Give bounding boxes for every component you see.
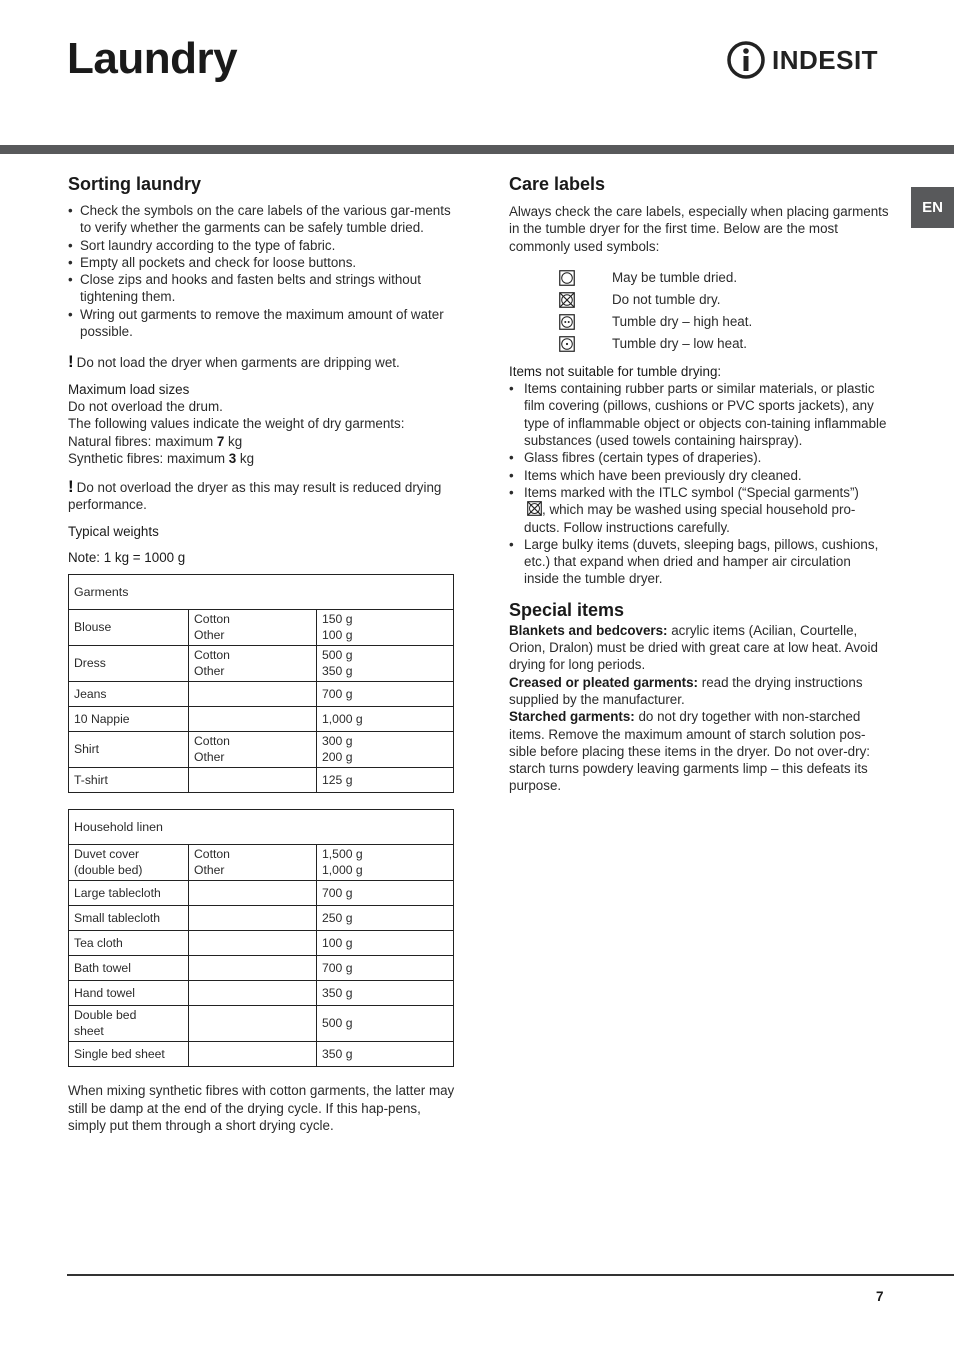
page-number: 7 xyxy=(876,1289,884,1304)
household-linen-table xyxy=(68,809,454,1067)
table-cell-item: T-shirt xyxy=(69,768,189,793)
list-item: • Items containing rubber parts or similar materials, or plastic film covering (pillows, cushions or PVC sports jackets), any type of inflammable object or objects con-taining inflammable substances (used towels containing hairspray). xyxy=(509,380,889,449)
care-labels-heading: Care labels xyxy=(509,174,606,194)
table-cell-type xyxy=(189,682,317,707)
list-item: • Items which have been previously dry cleaned. xyxy=(509,467,889,484)
list-item: • Wring out garments to remove the maximum amount of water possible. xyxy=(68,306,456,341)
special-items-heading: Special items xyxy=(509,599,625,620)
page-title: Laundry xyxy=(67,34,238,83)
mixing-note: When mixing synthetic fibres with cotton garments, the latter may still be damp at the end of the drying cycle. If this hap-pens, simply put them through a short drying cycle. xyxy=(68,1083,455,1133)
unsuitable-list xyxy=(509,380,889,588)
warning-icon: ! xyxy=(68,352,74,372)
right-column xyxy=(509,172,889,795)
table-cell-weight: 500 g 350 g xyxy=(317,646,454,682)
max-load-line: The following values indicate the weight of dry garments: xyxy=(68,416,405,432)
table-row xyxy=(69,981,454,1006)
table-cell-weight: 350 g xyxy=(317,981,454,1006)
brand-name: INDESIT xyxy=(772,44,879,75)
table-cell-type: Cotton Other xyxy=(189,845,317,881)
language-tab: EN xyxy=(911,187,954,228)
header-band xyxy=(0,145,954,154)
table-row xyxy=(69,610,454,646)
special-starched: Starched garments: do not dry together with non-starched items. Remove the maximum amount of starch solution pos-sible before placing these items in the dryer. Do not over-dry: starch turns powdery leaving garments limp – this defeats its purpose. xyxy=(509,709,870,794)
list-item: • Close zips and hooks and fasten belts and strings without tightening them. xyxy=(68,271,456,306)
table-row xyxy=(69,646,454,682)
care-intro: Always check the care labels, especially when placing garments in the tumble dryer for the first time. Below are the most commonly used symbols: xyxy=(509,204,889,254)
table-cell-type: Cotton Other xyxy=(189,610,317,646)
special-creased: Creased or pleated garments: read the drying instructions supplied by the manufacturer. xyxy=(509,674,863,707)
table-cell-item: Dress xyxy=(69,646,189,682)
list-item: • Glass fibres (certain types of draperies). xyxy=(509,449,889,466)
table-cell-type xyxy=(189,707,317,732)
list-item: • Empty all pockets and check for loose buttons. xyxy=(68,254,456,271)
unsuitable-heading: Items not suitable for tumble drying: xyxy=(509,363,722,379)
list-item: Tumble dry – low heat. xyxy=(559,333,889,355)
table-cell-type: Cotton Other xyxy=(189,732,317,768)
table-row xyxy=(69,707,454,732)
list-item: • Items marked with the ITLC symbol (“Special garments”) , which may be washed using special household pro-ducts. Follow instructions carefully. xyxy=(509,484,889,536)
do-not-tumble-dry-icon xyxy=(559,292,575,308)
table-cell-item: Large tablecloth xyxy=(69,881,189,906)
warning-icon: ! xyxy=(68,477,74,497)
table-cell-weight: 100 g xyxy=(317,931,454,956)
table-cell-weight: 500 g xyxy=(317,1006,454,1042)
table-row xyxy=(69,1042,454,1067)
table-row xyxy=(69,732,454,768)
table-header: Household linen xyxy=(69,810,454,845)
itlc-special-garments-icon xyxy=(527,501,542,516)
table-cell-item: Shirt xyxy=(69,732,189,768)
synthetic-fibres-line: Synthetic fibres: maximum 3 kg xyxy=(68,450,255,466)
tumble-dry-icon xyxy=(559,270,575,286)
max-load-line: Do not overload the drum. xyxy=(68,398,223,414)
list-item: • Sort laundry according to the type of fabric. xyxy=(68,237,456,254)
list-item: Do not tumble dry. xyxy=(559,289,889,311)
table-cell-weight: 1,500 g 1,000 g xyxy=(317,845,454,881)
natural-fibres-line: Natural fibres: maximum 7 kg xyxy=(68,433,243,449)
list-item: • Check the symbols on the care labels of the various gar-ments to verify whether the garments can be safely tumble dried. xyxy=(68,202,456,237)
table-row xyxy=(69,906,454,931)
table-cell-type: Cotton Other xyxy=(189,646,317,682)
table-header: Garments xyxy=(69,575,454,610)
table-cell-item: Small tablecloth xyxy=(69,906,189,931)
table-cell-item: Hand towel xyxy=(69,981,189,1006)
list-item: Tumble dry – high heat. xyxy=(559,311,889,333)
table-row xyxy=(69,956,454,981)
left-column xyxy=(68,172,456,1134)
table-cell-type xyxy=(189,931,317,956)
table-cell-weight: 350 g xyxy=(317,1042,454,1067)
tumble-dry-low-heat-icon xyxy=(559,336,575,352)
indesit-i-icon xyxy=(726,40,766,80)
table-row xyxy=(69,881,454,906)
tumble-dry-high-heat-icon xyxy=(559,314,575,330)
table-row xyxy=(69,682,454,707)
special-blankets: Blankets and bedcovers: acrylic items (Acilian, Courtelle, Orion, Dralon) must be dried with great care at low heat. Avoid drying for long periods. xyxy=(509,622,878,673)
list-item: • Large bulky items (duvets, sleeping bags, pillows, cushions, etc.) that expand when dried and hamper air circulation inside the tumble dryer. xyxy=(509,536,889,588)
footer-rule xyxy=(67,1274,954,1276)
table-cell-type xyxy=(189,956,317,981)
table-cell-type xyxy=(189,906,317,931)
list-item: May be tumble dried. xyxy=(559,267,889,289)
table-cell-weight: 150 g 100 g xyxy=(317,610,454,646)
table-cell-item: Duvet cover (double bed) xyxy=(69,845,189,881)
table-row xyxy=(69,768,454,793)
warning-wet: ! Do not load the dryer when garments are dripping wet. xyxy=(68,352,400,372)
table-cell-item: Bath towel xyxy=(69,956,189,981)
sorting-list xyxy=(68,202,456,340)
table-cell-weight: 1,000 g xyxy=(317,707,454,732)
table-cell-type xyxy=(189,881,317,906)
table-cell-weight: 300 g 200 g xyxy=(317,732,454,768)
table-cell-weight: 700 g xyxy=(317,881,454,906)
table-cell-item: Tea cloth xyxy=(69,931,189,956)
table-cell-item: Double bed sheet xyxy=(69,1006,189,1042)
table-cell-weight: 700 g xyxy=(317,956,454,981)
table-cell-type xyxy=(189,1006,317,1042)
table-cell-item: Single bed sheet xyxy=(69,1042,189,1067)
warning-overload: ! Do not overload the dryer as this may result is reduced drying performance. xyxy=(68,477,442,513)
table-cell-type xyxy=(189,981,317,1006)
sorting-heading: Sorting laundry xyxy=(68,174,202,194)
typical-weights-heading: Typical weights xyxy=(68,523,159,539)
table-cell-item: Jeans xyxy=(69,682,189,707)
table-cell-weight: 125 g xyxy=(317,768,454,793)
table-row xyxy=(69,931,454,956)
table-cell-item: 10 Nappie xyxy=(69,707,189,732)
table-cell-weight: 250 g xyxy=(317,906,454,931)
table-row xyxy=(69,845,454,881)
unit-note: Note: 1 kg = 1000 g xyxy=(68,550,186,566)
table-row xyxy=(69,1006,454,1042)
brand-logo xyxy=(726,40,878,80)
table-cell-item: Blouse xyxy=(69,610,189,646)
table-cell-weight: 700 g xyxy=(317,682,454,707)
garments-table xyxy=(68,574,454,793)
care-symbol-list xyxy=(559,267,889,355)
max-load-heading: Maximum load sizes xyxy=(68,381,190,397)
table-cell-type xyxy=(189,768,317,793)
table-cell-type xyxy=(189,1042,317,1067)
